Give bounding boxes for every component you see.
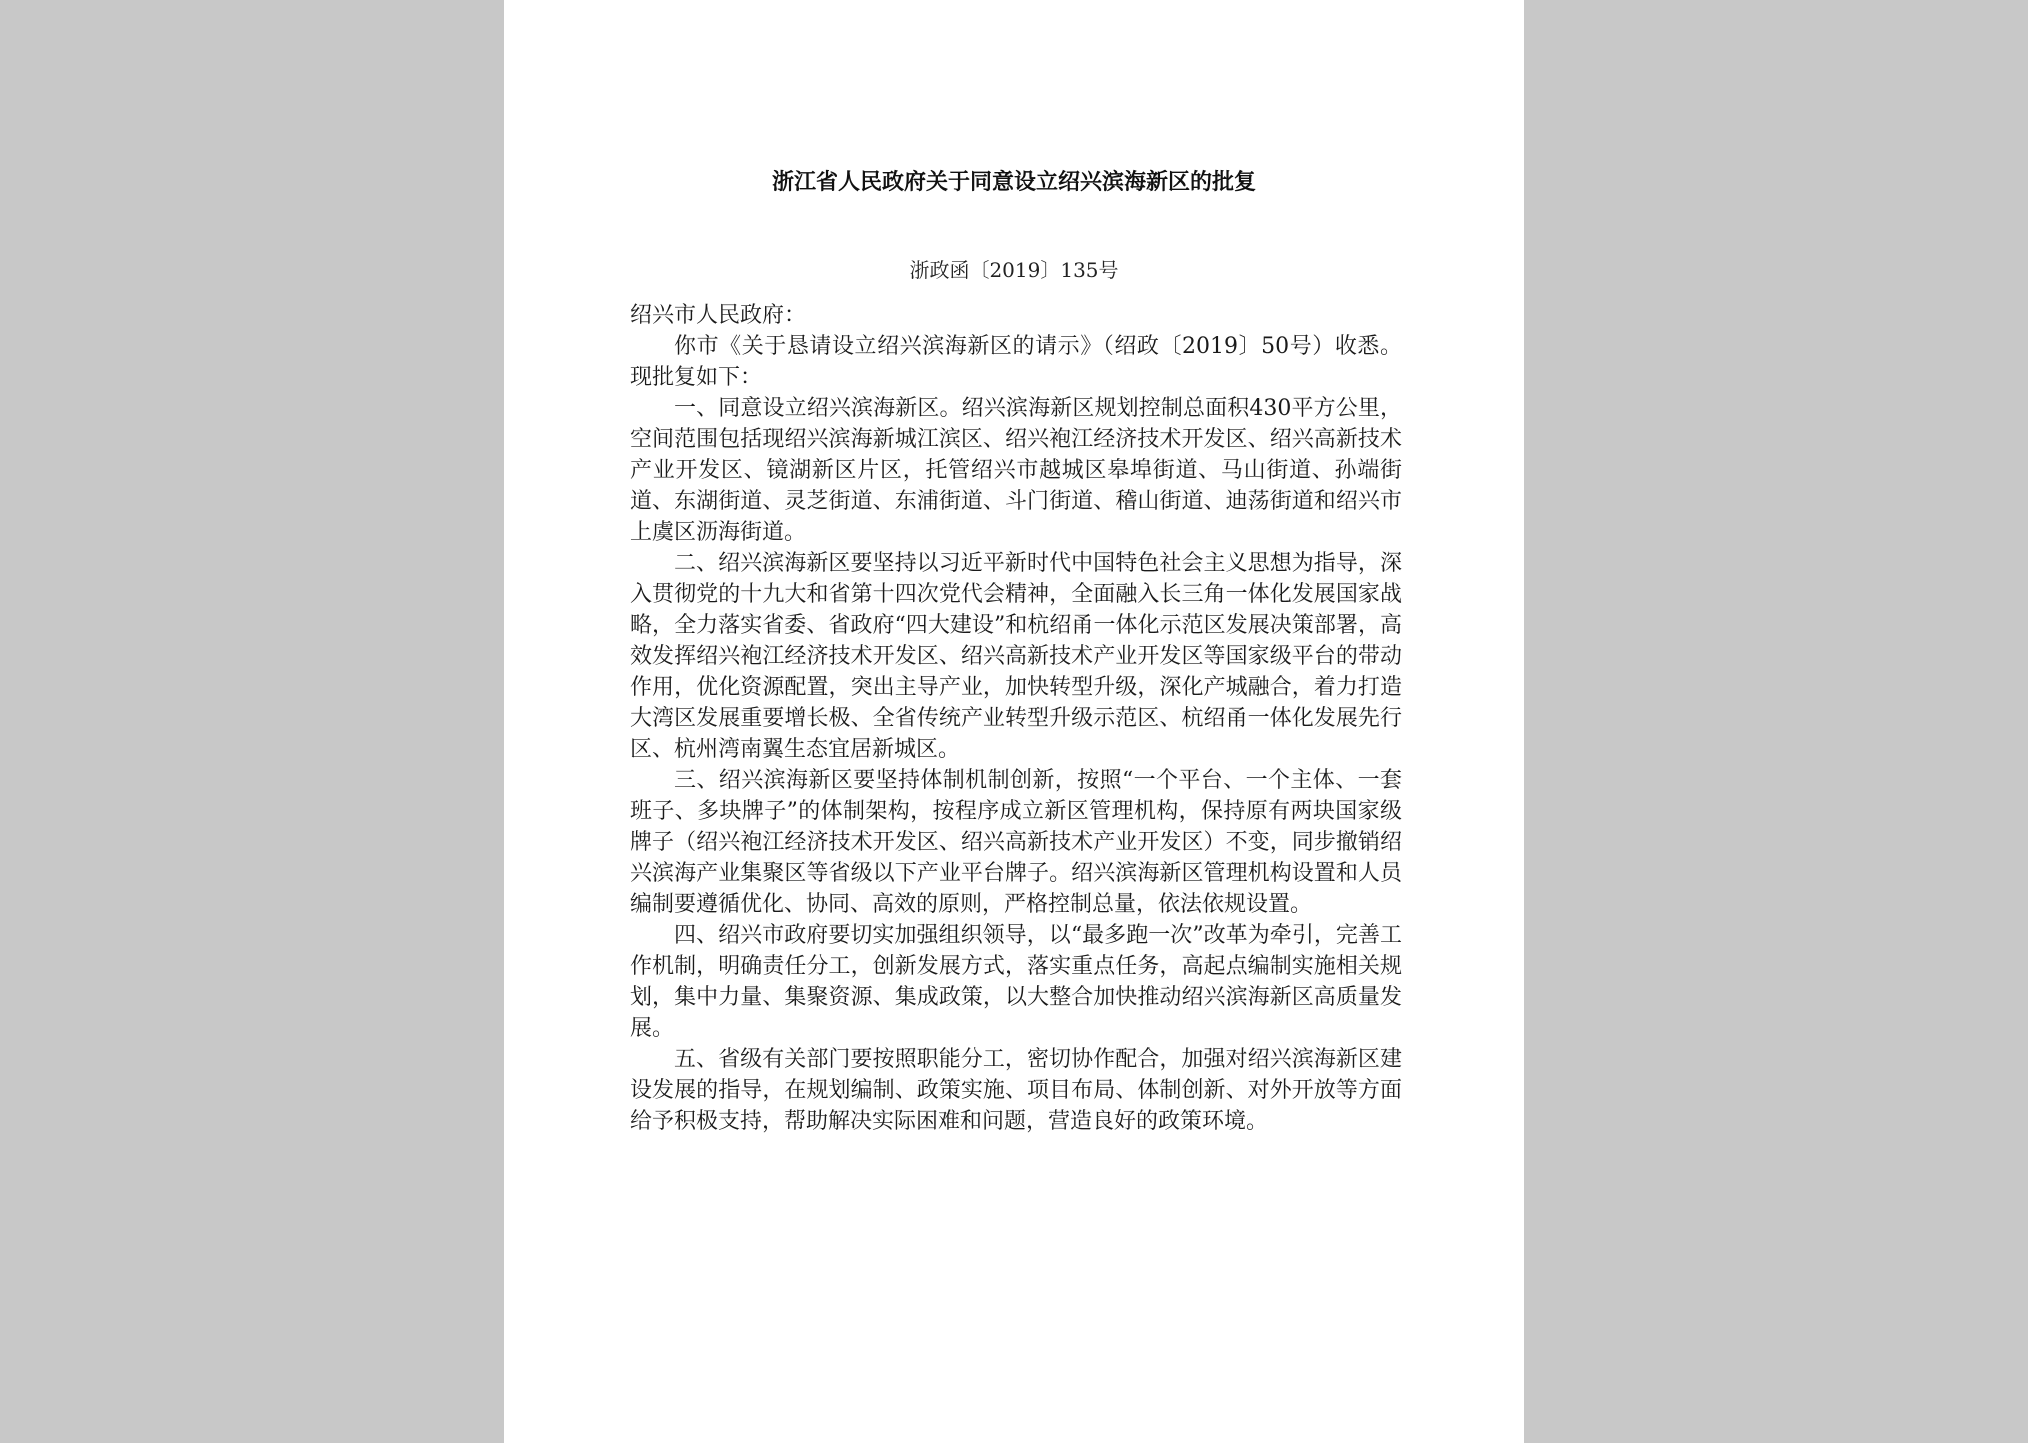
paragraph-1: 一、同意设立绍兴滨海新区。绍兴滨海新区规划控制总面积430平方公里，空间范围包括现绍兴滨海新城江滨区、绍兴袍江经济技术开发区、绍兴高新技术产业开发区、镜湖新区片区，托管绍兴市越城区皋埠街道、马山街道、孙端街道、东湖街道、灵芝街道、东浦街道、斗门街道、稽山街道、迪荡街道和绍兴市上虞区沥海街道。: [630, 396, 1402, 545]
paragraph-4: 四、绍兴市政府要切实加强组织领导，以“最多跑一次”改革为牵引，完善工作机制，明确责任分工，创新发展方式，落实重点任务，高起点编制实施相关规划，集中力量、集聚资源、集成政策，以大整合加快推动绍兴滨海新区高质量发展。: [630, 923, 1402, 1041]
paragraph-3: 三、绍兴滨海新区要坚持体制机制创新，按照“一个平台、一个主体、一套班子、多块牌子”的体制架构，按程序成立新区管理机构，保持原有两块国家级牌子（绍兴袍江经济技术开发区、绍兴高新技术产业开发区）不变，同步撤销绍兴滨海产业集聚区等省级以下产业平台牌子。绍兴滨海新区管理机构设置和人员编制要遵循优化、协同、高效的原则，严格控制总量，依法依规设置。: [630, 768, 1402, 917]
document-number: 浙政函〔2019〕135号: [909, 258, 1119, 282]
paragraph-intro: 你市《关于恳请设立绍兴滨海新区的请示》（绍政〔2019〕50号）收悉。现批复如下：: [630, 334, 1402, 390]
salutation: 绍兴市人民政府：: [630, 303, 807, 328]
document-title: 浙江省人民政府关于同意设立绍兴滨海新区的批复: [771, 170, 1256, 195]
document-body: [630, 300, 1402, 1137]
document-page: [504, 0, 1524, 1443]
paragraph-2: 二、绍兴滨海新区要坚持以习近平新时代中国特色社会主义思想为指导，深入贯彻党的十九大和省第十四次党代会精神，全面融入长三角一体化发展国家战略，全力落实省委、省政府“四大建设”和杭绍甬一体化示范区发展决策部署，高效发挥绍兴袍江经济技术开发区、绍兴高新技术产业开发区等国家级平台的带动作用，优化资源配置，突出主导产业，加快转型升级，深化产城融合，着力打造大湾区发展重要增长极、全省传统产业转型升级示范区、杭绍甬一体化发展先行区、杭州湾南翼生态宜居新城区。: [630, 551, 1402, 762]
paragraph-5: 五、省级有关部门要按照职能分工，密切协作配合，加强对绍兴滨海新区建设发展的指导，在规划编制、政策实施、项目布局、体制创新、对外开放等方面给予积极支持，帮助解决实际困难和问题，营造良好的政策环境。: [630, 1047, 1402, 1134]
